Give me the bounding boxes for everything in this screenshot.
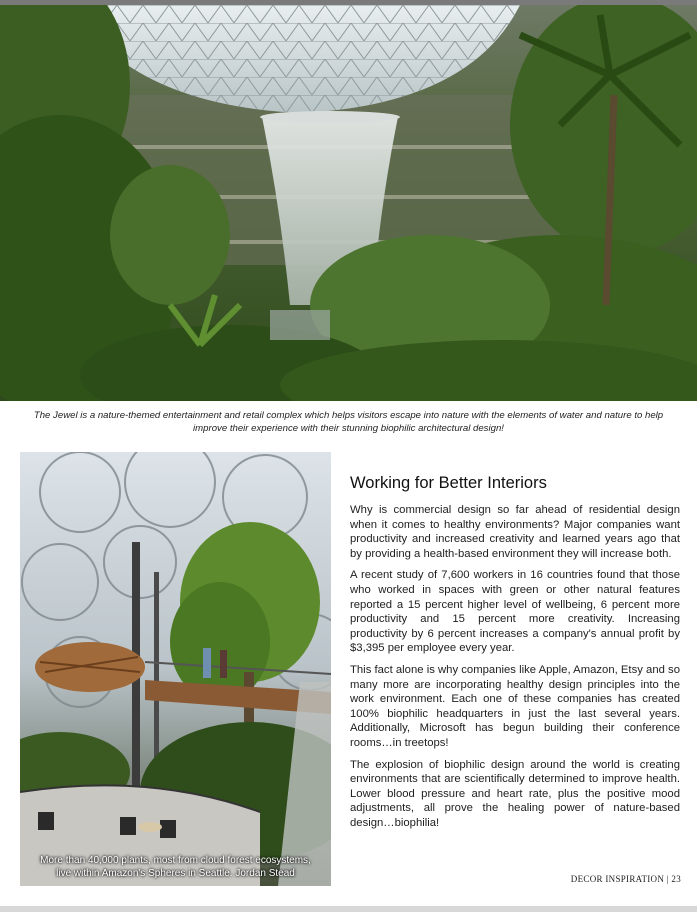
article-paragraph-2: A recent study of 7,600 workers in 16 countries found that those who worked in spaces with green or other natural features reported a 15 percent higher level of wellbeing, 6 percent more productivity and 15 percent more creativity. Increasing productivity by 6 percent increases a company's annual profit by $3,395 per employee every year.: [350, 569, 680, 655]
article-paragraph-1: Why is commercial design so far ahead of residential design when it comes to healthy environments? Major companies want productivity and increased creativity and learned years ago that by providing a health-based environment they will increase both.: [350, 504, 680, 560]
spheres-caption-line-1: More than 40,000 plants, most from cloud forest ecosystems,: [40, 855, 311, 866]
article: [350, 474, 680, 837]
spheres-caption-line-2: live within Amazon's Spheres in Seattle. Jordan Stead: [56, 868, 295, 879]
bottom-border: [0, 906, 697, 912]
amazon-spheres-photo: [20, 452, 331, 886]
magazine-name: DECOR INSPIRATION: [570, 874, 665, 884]
jewel-waterfall-photo: [0, 5, 697, 401]
article-heading: Working for Better Interiors: [350, 474, 547, 492]
spheres-caption: [20, 854, 331, 880]
page-footer: [571, 874, 681, 884]
footer-separator: |: [666, 874, 669, 884]
article-paragraph-4: The explosion of biophilic design around the world is creating environments that are scientifically determined to improve health. Lower blood pressure and heart rate, plus the positive mood adjustments, all prove the healing power of nature-based design…biophilia!: [350, 758, 680, 829]
page-number: 23: [671, 874, 681, 884]
hero-caption: The Jewel is a nature-themed entertainment and retail complex which helps visitors escape into nature with the elements of water and nature to help improve their experience with their stunning biophilic architectural design!: [33, 410, 664, 434]
article-paragraph-3: This fact alone is why companies like Apple, Amazon, Etsy and so many more are incorporating healthy design principles into the work environment. Each one of these companies has created 100% biophilic headquarters in just the last several years. Additionally, Microsoft has begun building their conference rooms…in treetops!: [350, 663, 680, 749]
